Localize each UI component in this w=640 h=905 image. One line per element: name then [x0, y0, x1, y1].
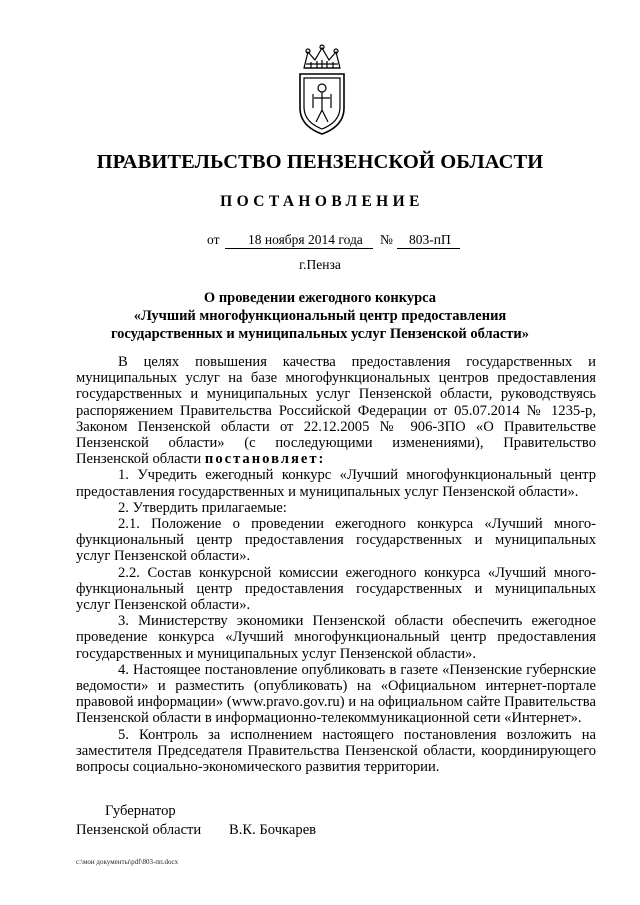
- body-line: 3. Министерству экономики Пензенской области обеспечить ежегодное: [118, 613, 596, 630]
- body-line: 4. Настоящее постановление опубликовать в газете «Пензенские губернские: [118, 661, 596, 678]
- title-line: государственных и муниципальных услуг Пензенской области»: [110, 326, 530, 342]
- document-body: [76, 354, 596, 775]
- body-line: государственных и муниципальных услуг Пензенской области, руководствуясь: [76, 386, 596, 403]
- date-underline: [225, 248, 373, 249]
- organization-title: ПРАВИТЕЛЬСТВО ПЕНЗЕНСКОЙ ОБЛАСТИ: [96, 151, 544, 173]
- decree-word: постановляет:: [204, 451, 326, 468]
- body-line: услуг Пензенской области».: [76, 597, 251, 614]
- signature-block: [76, 802, 317, 840]
- body-line: Пензенской области» (с последующими изменениями), Правительство: [76, 435, 596, 452]
- body-line: 1. Учредить ежегодный конкурс «Лучший многофункциональный центр: [118, 467, 596, 484]
- date-prefix: от: [207, 232, 220, 247]
- body-line: ведомости» и разместить (опубликовать) на «Официальном интернет-портале: [76, 678, 596, 695]
- body-line: Пензенской области в информационно-телекоммуникационной сети «Интернет».: [76, 710, 582, 727]
- title-line: О проведении ежегодного конкурса: [203, 290, 437, 306]
- number-underline: [397, 248, 460, 249]
- signatory-name: В.К. Бочкарев: [229, 822, 317, 838]
- body-line: муниципальных услуг на базе многофункциональных центров предоставления: [76, 370, 596, 387]
- document-type: ПОСТАНОВЛЕНИЕ: [220, 193, 424, 210]
- body-line: вопросы социально-экономического развития территории.: [76, 759, 440, 776]
- body-line: 2. Утвердить прилагаемые:: [118, 499, 287, 516]
- body-line: Законом Пензенской области от 22.12.2005 № 906-ЗПО «О Правительстве: [76, 418, 596, 435]
- body-line: правовой информации» (www.pravo.gov.ru) и на официальном сайте Правительства: [76, 694, 596, 711]
- file-path: c:\мои документы\pdf\803-пп.docx: [76, 858, 179, 866]
- body-line: проведение конкурса «Лучший многофункциональный центр предоставления: [76, 629, 596, 646]
- body-line: заместителя Председателя Правительства Пензенской области, координирующего: [76, 742, 596, 759]
- number-sign: №: [380, 232, 393, 247]
- body-line: предоставления государственных и муниципальных услуг Пензенской области».: [76, 483, 579, 500]
- body-line: функциональный центр предоставления государственных и муниципальных: [76, 580, 596, 597]
- body-line: услуг Пензенской области».: [76, 548, 251, 565]
- body-line: [76, 451, 596, 467]
- city: г.Пенза: [299, 257, 341, 272]
- document-title: [60, 289, 580, 343]
- body-line: 2.2. Состав конкурсной комиссии ежегодного конкурса «Лучший много-: [118, 564, 596, 581]
- body-line: 2.1. Положение о проведении ежегодного конкурса «Лучший много-: [118, 516, 596, 533]
- title-line: «Лучший многофункциональный центр предоставления: [133, 308, 507, 324]
- body-line: 5. Контроль за исполнением настоящего постановления возложить на: [118, 726, 596, 743]
- document-date: 18 ноября 2014 года: [248, 232, 363, 247]
- penza-coat-of-arms-icon: [287, 44, 357, 136]
- signatory-position: Губернатор: [105, 803, 176, 819]
- body-text: Пензенской области: [76, 451, 202, 468]
- body-line: В целях повышения качества предоставления государственных и: [118, 354, 596, 370]
- body-line: функциональный центр предоставления государственных и муниципальных: [76, 532, 596, 549]
- document-number: 803-пП: [409, 232, 451, 247]
- body-line: государственных и муниципальных услуг Пензенской области».: [76, 645, 476, 662]
- signatory-position: Пензенской области: [76, 822, 202, 838]
- body-line: распоряжением Правительства Российской Федерации от 05.07.2014 № 1235-р,: [76, 402, 596, 419]
